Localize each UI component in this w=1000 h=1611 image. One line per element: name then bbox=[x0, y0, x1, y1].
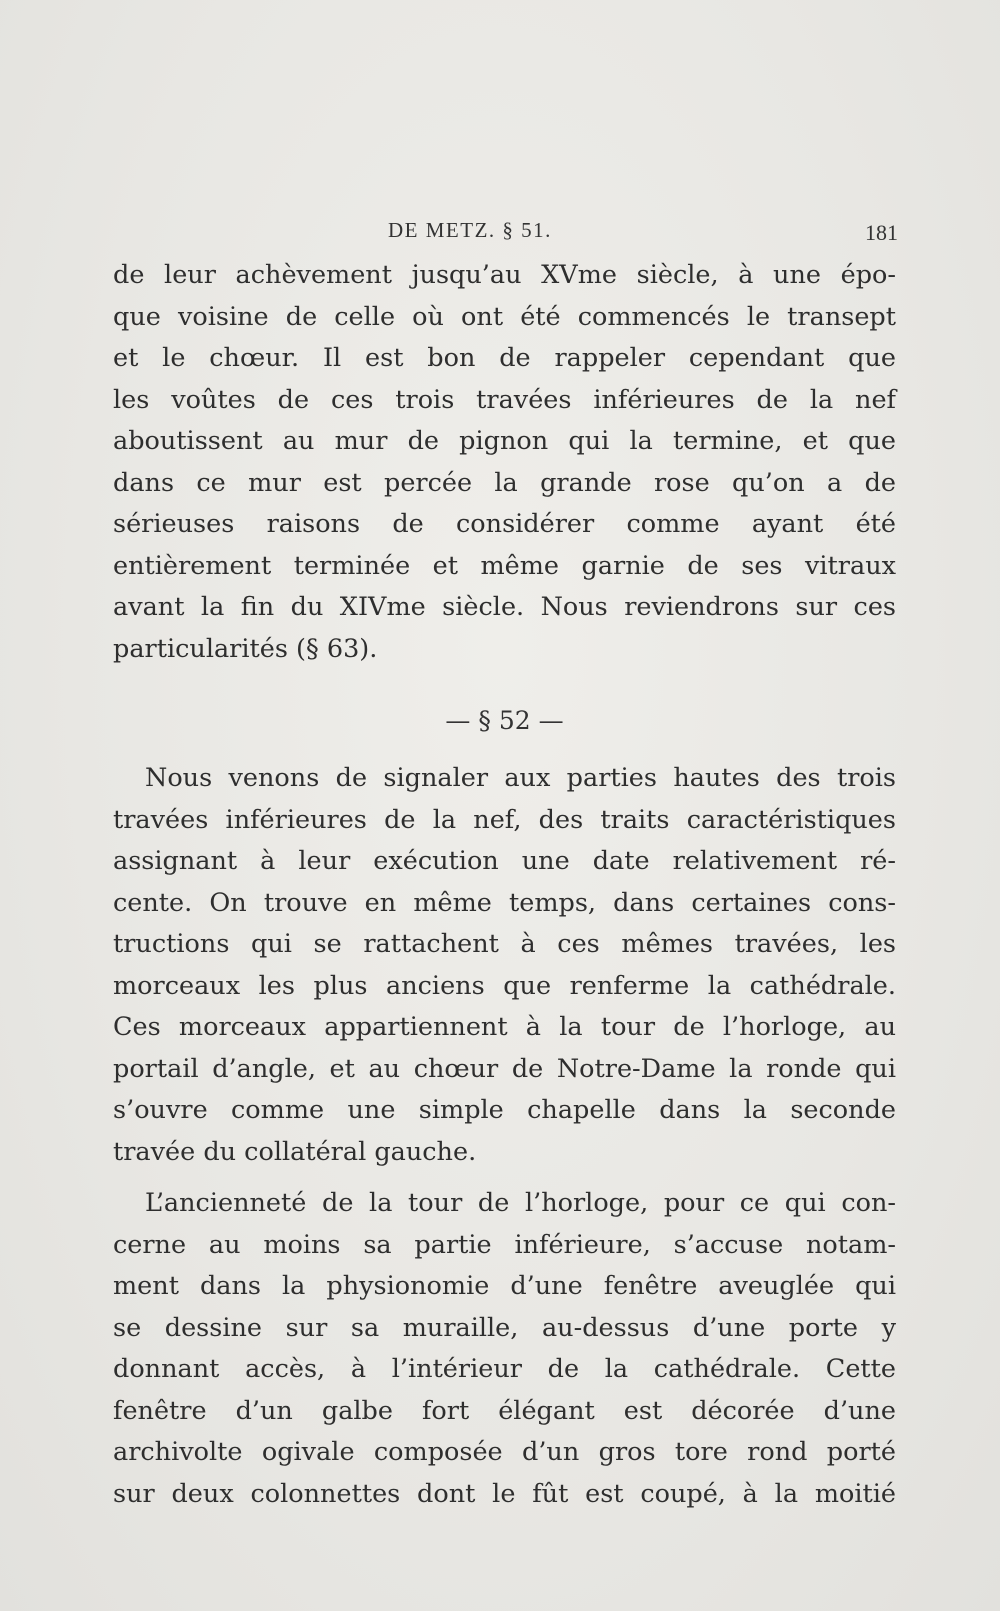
text-line: dans ce mur est percée la grande rose qu’on a de bbox=[113, 467, 896, 498]
text-line: aboutissent au mur de pignon qui la termine, et que bbox=[113, 426, 896, 456]
text-line: les voûtes de ces trois travées inférieures de la nef bbox=[113, 384, 896, 415]
text-line: morceaux les plus anciens que renferme la cathédrale. bbox=[113, 970, 896, 1001]
text-line: particularités (§ 63). bbox=[113, 633, 378, 664]
body-text bbox=[113, 255, 896, 1515]
text-line: sérieuses raisons de considérer comme ayant été bbox=[113, 509, 896, 539]
text-line: sur deux colonnettes dont le fût est coupé, à la moitié bbox=[113, 1478, 896, 1509]
text-line: assignant à leur exécution une date relativement ré- bbox=[113, 846, 896, 876]
text-line: ment dans la physionomie d’une fenêtre aveuglée qui bbox=[113, 1271, 896, 1301]
text-line: que voisine de celle où ont été commencés le transept bbox=[113, 301, 896, 332]
text-line: Ces morceaux appartiennent à la tour de l’horloge, au bbox=[113, 1012, 896, 1042]
text-line: entièrement terminée et même garnie de ses vitraux bbox=[113, 550, 896, 581]
text-line: s’ouvre comme une simple chapelle dans la seconde bbox=[113, 1095, 896, 1125]
text-line: avant la fin du XIVme siècle. Nous reviendrons sur ces bbox=[113, 592, 896, 622]
paragraph-3 bbox=[113, 1183, 896, 1515]
text-line: de leur achèvement jusqu’au XVme siècle, à une épo- bbox=[113, 260, 896, 290]
text-line: portail d’angle, et au chœur de Notre-Dame la ronde qui bbox=[113, 1053, 896, 1084]
text-line: cerne au moins sa partie inférieure, s’accuse notam- bbox=[113, 1229, 896, 1260]
text-line: et le chœur. Il est bon de rappeler cependant que bbox=[113, 343, 896, 373]
text-line: L’ancienneté de la tour de l’horloge, pour ce qui con- bbox=[145, 1188, 896, 1218]
text-line: donnant accès, à l’intérieur de la cathédrale. Cette bbox=[113, 1354, 896, 1384]
paragraph-2 bbox=[113, 758, 896, 1173]
section-heading: — § 52 — bbox=[445, 706, 564, 735]
text-line: Nous venons de signaler aux parties hautes des trois bbox=[145, 763, 896, 793]
text-line: tructions qui se rattachent à ces mêmes travées, les bbox=[113, 929, 896, 959]
text-line: cente. On trouve en même temps, dans certaines cons- bbox=[113, 887, 896, 918]
text-line: fenêtre d’un galbe fort élégant est décorée d’une bbox=[113, 1395, 896, 1426]
text-line: se dessine sur sa muraille, au-dessus d’une porte y bbox=[113, 1312, 896, 1343]
paragraph-1 bbox=[113, 255, 896, 670]
text-line: travées inférieures de la nef, des traits caractéristiques bbox=[113, 804, 896, 835]
text-line: travée du collatéral gauche. bbox=[113, 1136, 477, 1167]
text-line: archivolte ogivale composée d’un gros tore rond porté bbox=[113, 1437, 896, 1467]
running-head: DE METZ. § 51. bbox=[388, 218, 552, 242]
page-number: 181 bbox=[865, 220, 898, 245]
